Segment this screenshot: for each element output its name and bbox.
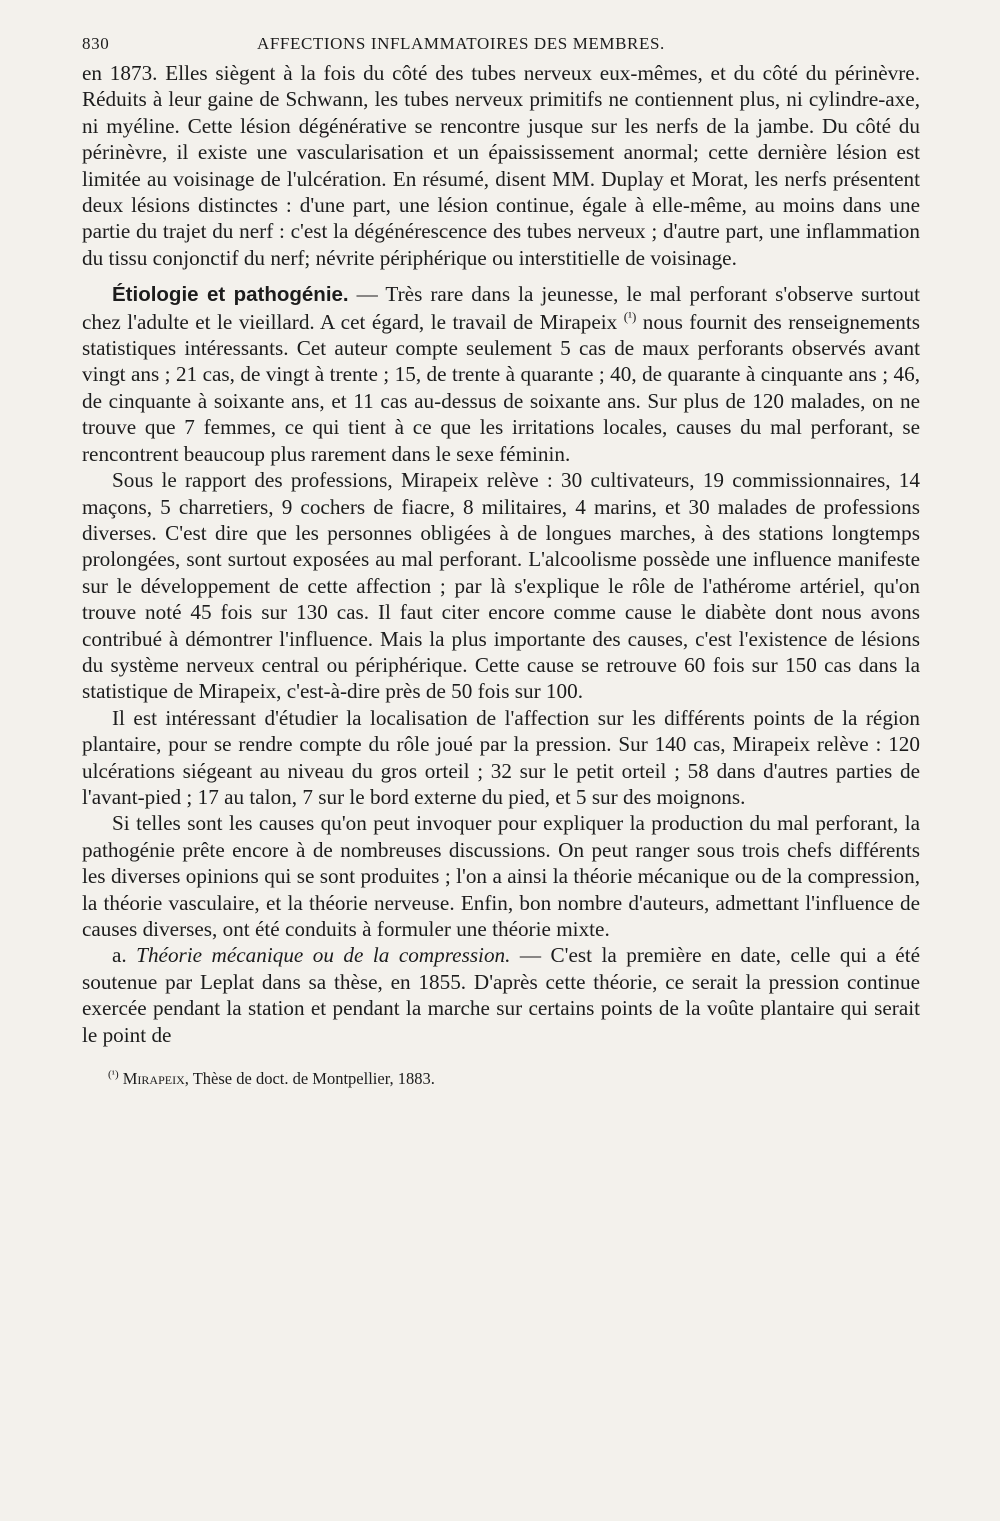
paragraph-etiology <box>82 281 920 467</box>
page-number: 830 <box>82 34 110 53</box>
paragraph-localisation: Il est intéressant d'étudier la localisation de l'affection sur les différents points de la région plantaire, pour se rendre compte du rôle joué par la pression. Sur 140 cas, Mirapeix relève : 120 ulcérations siégeant au niveau du gros orteil ; 32 sur le petit orteil ; 58 dans d'autres parties de l'avant-pied ; 17 au talon, 7 sur le bord externe du pied, et 5 sur des moignons. <box>82 705 920 809</box>
paragraph-professions: Sous le rapport des professions, Mirapeix relève : 30 cultivateurs, 19 commissionnaires, 14 maçons, 5 charretiers, 9 cochers de fiacre, 8 militaires, 4 marins, et 30 malades de professions diverses. C'est dire que les personnes obligées à de longues marches, à des stations longtemps prolongées, sont surtout exposées au mal perforant. L'alcoolisme possède une influence manifeste sur le développement de cette affection ; par là s'explique le rôle de l'athérome artériel, qu'on trouve noté 45 fois sur 130 cas. Il faut citer encore comme cause le diabète dont nous avons contribué à démontrer l'influence. Mais la plus importante des causes, c'est l'existence de lésions du système nerveux central ou périphérique. Cette cause se retrouve 60 fois sur 150 cas dans la statistique de Mirapeix, c'est-à-dire près de 50 fois sur 100. <box>82 468 920 704</box>
paragraph-theorie-mecanique <box>82 942 920 1048</box>
running-title: AFFECTIONS INFLAMMATOIRES DES MEMBRES. <box>257 34 665 53</box>
theory-text: — C'est la première en date, celle qui a été soutenue par Leplat dans sa thèse, en 1855. D'après cette théorie, ce serait la pression continue exercée pendant la station et pendant la marche sur certains points de la voûte plantaire qui serait le point de <box>82 943 921 1047</box>
running-head <box>82 30 920 60</box>
etiology-text-part2: nous fournit des renseignements statistiques intéressants. Cet auteur compte seulement 5 cas de maux perforants observés avant vingt ans ; 21 cas, de vingt à trente ; 15, de trente à quarante ; 40, de quarante à cinquante ans ; 46, de cinquante à soixante ans, et 11 cas au-dessus de soixante ans. Sur plus de 120 malades, on ne trouve que 7 femmes, ce qui tient à ce que les irritations locales, causes du mal perforant, se rencontrent beaucoup plus rarement dans le sexe féminin. <box>82 309 920 466</box>
theory-label: a. <box>112 943 137 968</box>
footnote-marker: (¹) <box>108 1068 119 1081</box>
footnote-text: Thèse de doct. de Montpellier, 1883. <box>188 1069 435 1089</box>
footnote <box>82 1068 920 1090</box>
footnote-reference: (¹) <box>623 308 637 324</box>
paragraph-nerve-lesions: en 1873. Elles siègent à la fois du côté des tubes nerveux eux-mêmes, et du côté du périnèvre. Réduits à leur gaine de Schwann, les tubes nerveux primitifs ne contiennent plus, ni cylindre-axe, ni myéline. Cette lésion dégénérative se rencontre jusque sur les nerfs de la jambe. Du côté du périnèvre, il existe une vascularisation et un épaississement anormal; cette dernière lésion est limitée au voisinage de l'ulcération. En résumé, disent MM. Duplay et Morat, les nerfs présentent deux lésions distinctes : d'une part, une lésion continue, égale à elle-même, au moins dans une partie du trajet du nerf : c'est la dégénérescence des tubes nerveux ; d'autre part, une inflammation du tissu conjonctif du nerf; névrite périphérique ou interstitielle de voisinage. <box>82 61 920 270</box>
theory-title: Théorie mécanique ou de la compression. <box>136 943 511 968</box>
body-text <box>82 60 920 1048</box>
book-page <box>82 30 920 1090</box>
paragraph-pathogenie: Si telles sont les causes qu'on peut invoquer pour expliquer la production du mal perforant, la pathogénie prête encore à de nombreuses discussions. On peut ranger sous trois chefs différents les diverses opinions qui se sont produites ; l'on a ainsi la théorie mécanique ou de la compression, la théorie vasculaire, et la théorie nerveuse. Enfin, bon nombre d'auteurs, admettant l'influence de causes diverses, ont été conduits à formuler une théorie mixte. <box>82 811 920 941</box>
etiology-text-part1: — Très rare dans la jeunesse, le mal perforant s'observe surtout chez l'adulte et le vieillard. A cet égard, le travail de Mirapeix <box>82 282 920 334</box>
section-heading-etiology: Étiologie et pathogénie. <box>112 283 349 307</box>
footnote-author: Mirapeix, <box>122 1069 189 1089</box>
